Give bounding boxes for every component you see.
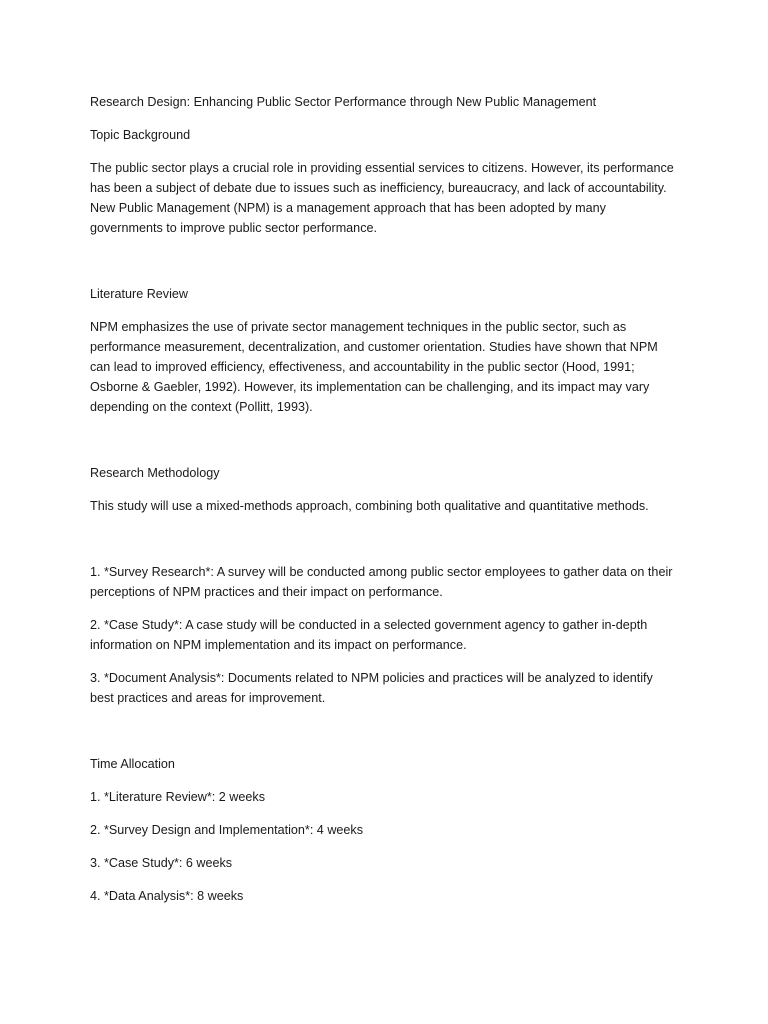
methodology-item: 1. *Survey Research*: A survey will be conducted among public sector employees to gather data on their perceptions of NPM practices and their impact on performance. bbox=[90, 565, 673, 599]
methodology-item: 3. *Document Analysis*: Documents related to NPM policies and practices will be analyzed to identify best practices and areas for improvement. bbox=[90, 671, 653, 705]
document-title: Research Design: Enhancing Public Sector Performance through New Public Management bbox=[90, 95, 597, 109]
literature-review-heading: Literature Review bbox=[90, 287, 188, 301]
spacer bbox=[90, 430, 678, 463]
time-allocation-item: 2. *Survey Design and Implementation*: 4 weeks bbox=[90, 823, 364, 837]
topic-background-heading: Topic Background bbox=[90, 128, 191, 142]
time-allocation-heading: Time Allocation bbox=[90, 757, 175, 771]
time-allocation-item: 4. *Data Analysis*: 8 weeks bbox=[90, 889, 244, 903]
literature-review-body: NPM emphasizes the use of private sector management techniques in the public sector, such as performance measurement, decentralization, and customer orientation. Studies have shown that NPM can lead to improved efficiency, effectiveness, and accountability in the public sector (Hood, 1991; Osborne & Gaebler, 1992). However, its implementation can be challenging, and its impact may vary depending on the context (Pollitt, 1993). bbox=[90, 320, 658, 414]
spacer bbox=[90, 721, 678, 754]
spacer bbox=[90, 529, 678, 562]
research-methodology-intro: This study will use a mixed-methods approach, combining both qualitative and quantitative methods. bbox=[90, 499, 649, 513]
topic-background-body: The public sector plays a crucial role in providing essential services to citizens. However, its performance has been a subject of debate due to issues such as inefficiency, bureaucracy, and lack of accountability. New Public Management (NPM) is a management approach that has been adopted by many governments to improve public sector performance. bbox=[90, 161, 674, 235]
research-methodology-heading: Research Methodology bbox=[90, 466, 220, 480]
spacer bbox=[90, 251, 678, 284]
time-allocation-item: 3. *Case Study*: 6 weeks bbox=[90, 856, 233, 870]
methodology-item: 2. *Case Study*: A case study will be conducted in a selected government agency to gather in-depth information on NPM implementation and its impact on performance. bbox=[90, 618, 648, 652]
time-allocation-item: 1. *Literature Review*: 2 weeks bbox=[90, 790, 265, 804]
